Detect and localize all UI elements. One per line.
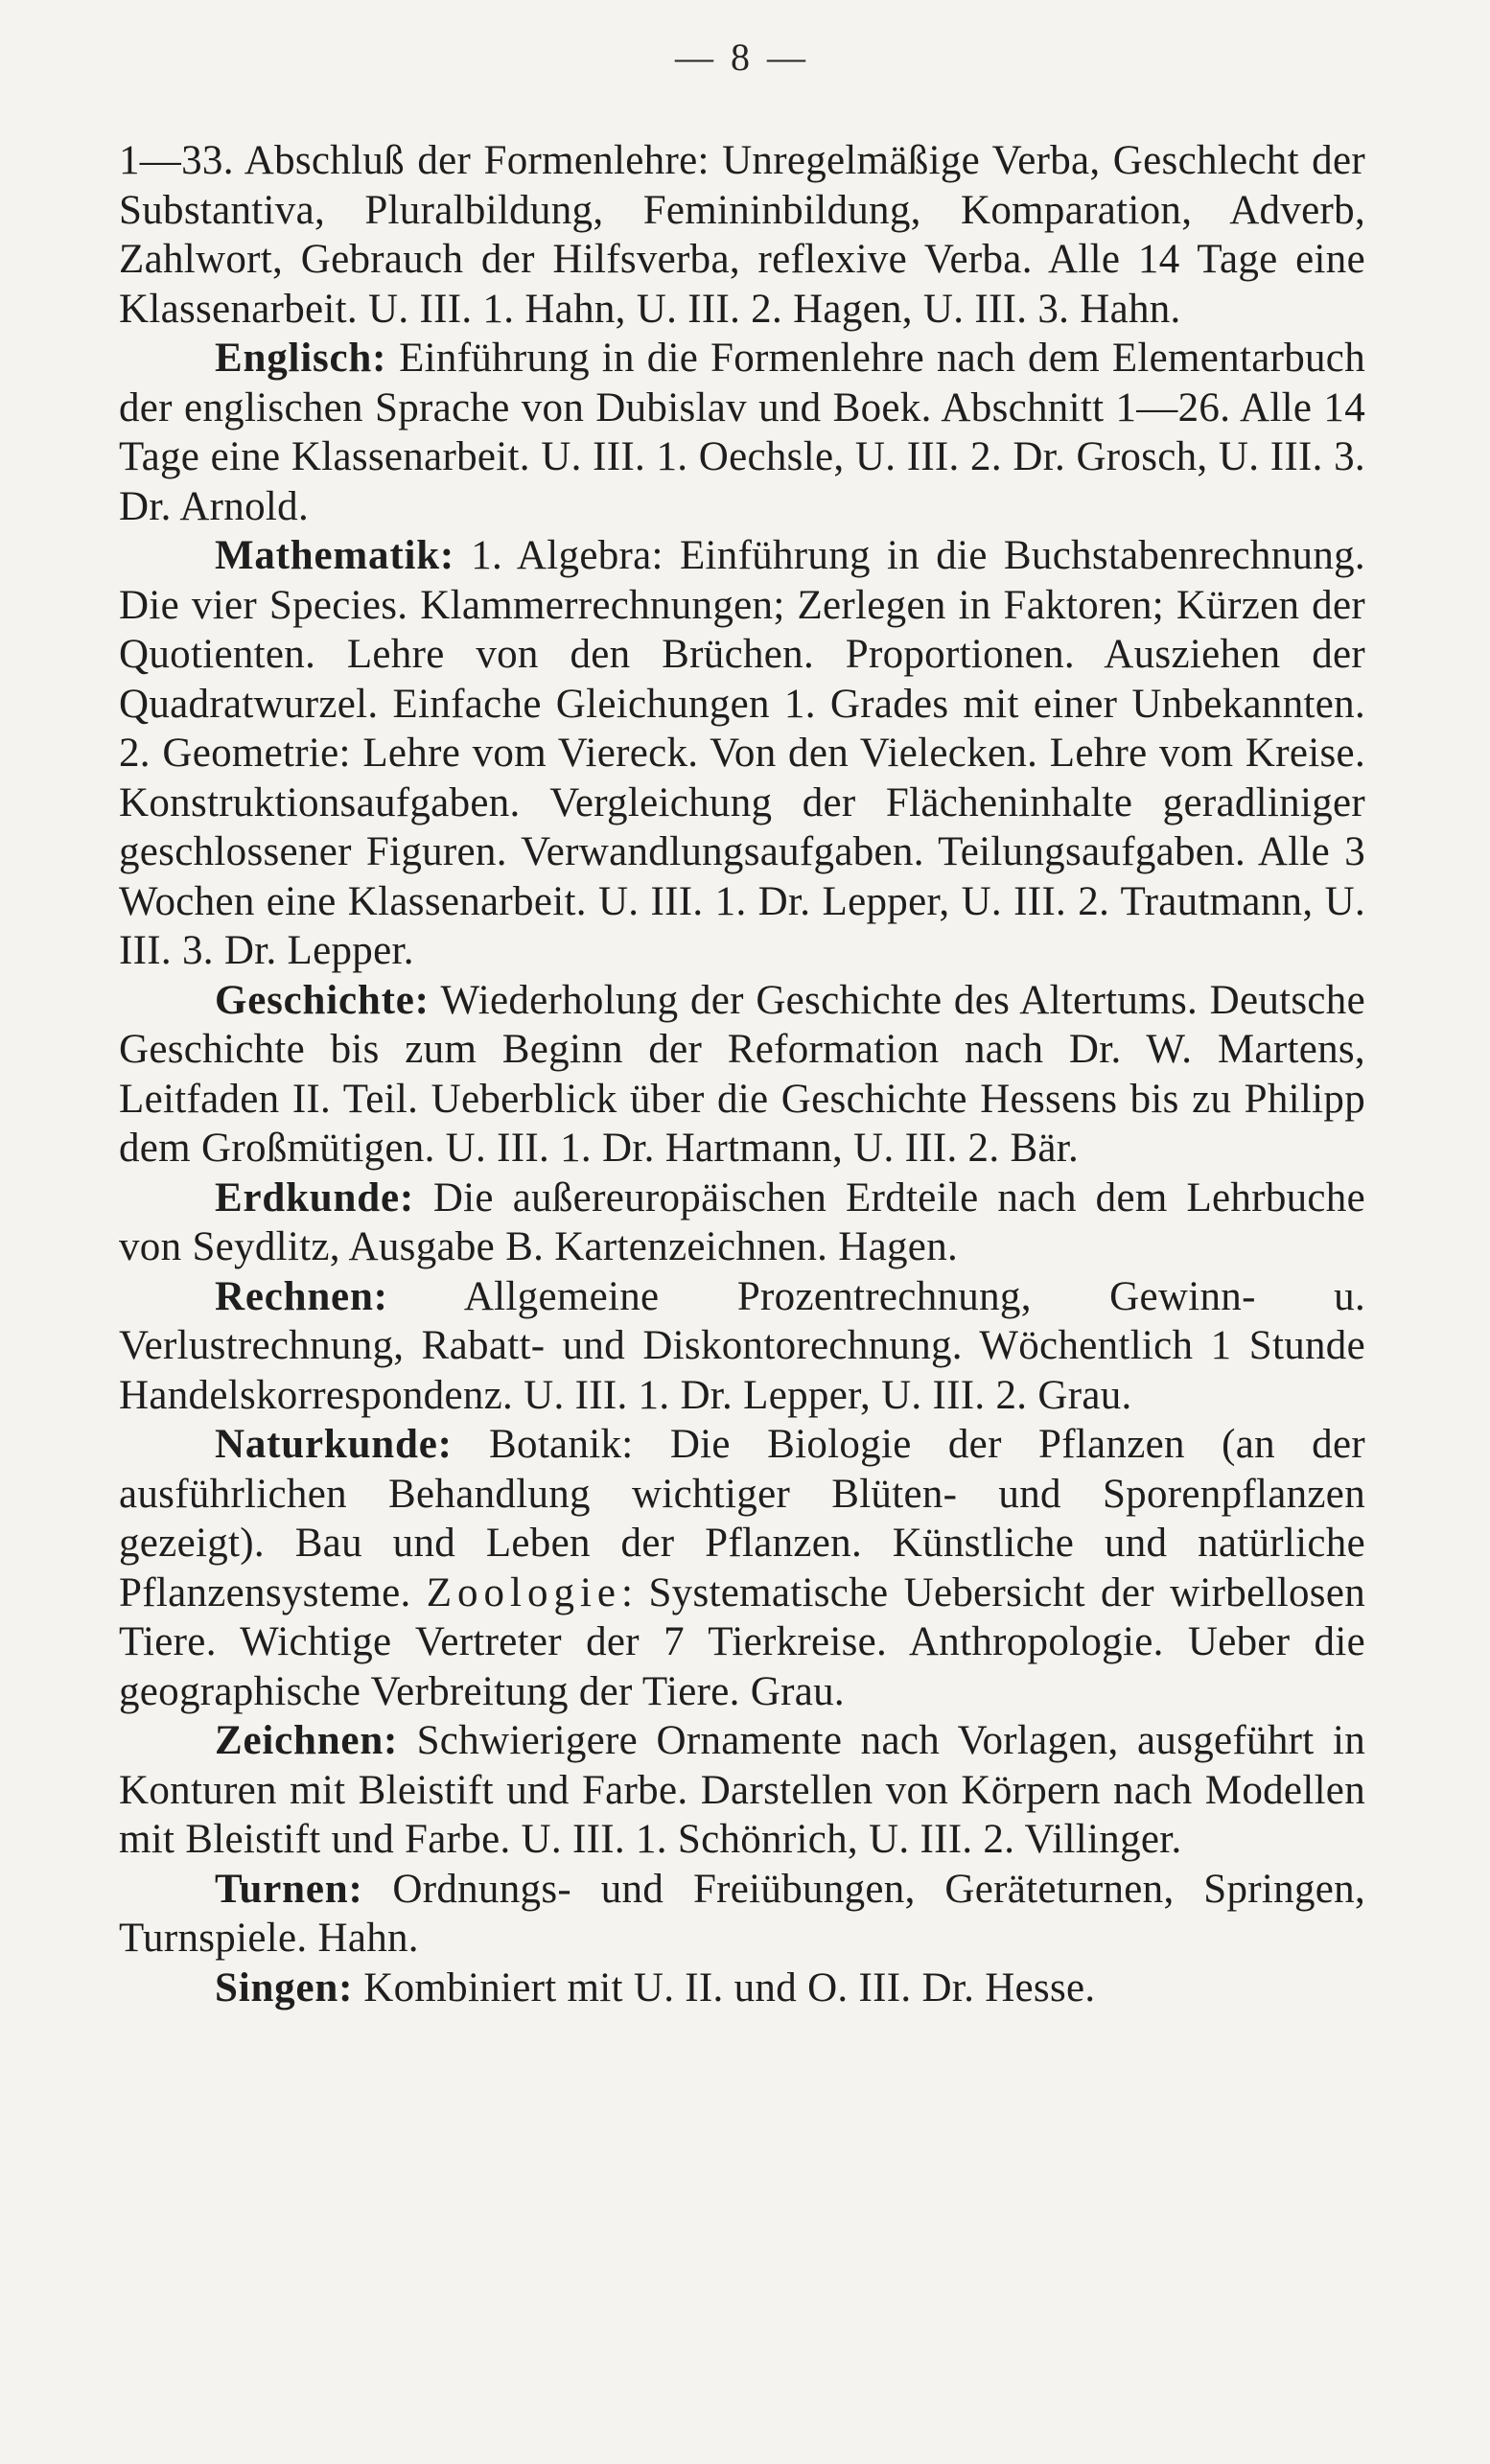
paragraph-mathematik [119, 531, 1365, 976]
paragraph-turnen [119, 1865, 1365, 1964]
paragraph-singen [119, 1964, 1365, 2013]
subject-heading: Singen: [215, 1964, 354, 2011]
paragraph-englisch [119, 334, 1365, 531]
paragraph-text: Schwierigere Ornamente nach Vorlagen, ausgeführt in Konturen mit Bleistift und Farbe. Darstellen von Körpern nach Modellen mit Bleistift und Farbe. U. III. 1. Schönrich, U. III. 2. Villinger. [119, 1718, 1365, 1862]
subject-heading: Geschichte: [215, 977, 430, 1023]
page-number: — 8 — [675, 35, 809, 79]
paragraph-formenlehre [119, 136, 1365, 334]
subject-heading: Englisch: [215, 336, 387, 381]
paragraph-text: 1—33. Abschluß der Formenlehre: Unregelmäßige Verba, Geschlecht der Substantiva, Pluralbildung, Femininbildung, Komparation, Adverb, Zahlwort, Gebrauch der Hilfsverba, reflexive Verba. Alle 14 Tage eine Klassenarbeit. U. III. 1. Hahn, U. III. 2. Hagen, U. III. 3. Hahn. [119, 138, 1365, 332]
paragraph-text: Allgemeine Prozentrechnung, Gewinn- u. Verlustrechnung, Rabatt- und Diskontorechnung. Wöchentlich 1 Stunde Handelskorrespondenz. U. III. 1. Dr. Lepper, U. III. 2. Grau. [119, 1273, 1365, 1418]
document-body [119, 136, 1365, 2012]
paragraph-text: Wiederholung der Geschichte des Altertums. Deutsche Geschichte bis zum Beginn der Reformation nach Dr. W. Martens, Leitfaden II. Teil. Ueberblick über die Geschichte Hessens bis zu Philipp dem Großmütigen. U. III. 1. Dr. Hartmann, U. III. 2. Bär. [119, 977, 1365, 1171]
paragraph-text: Die außereuropäischen Erdteile nach dem Lehrbuche von Seydlitz, Ausgabe B. Kartenzeichnen. Hagen. [119, 1174, 1365, 1269]
paragraph-text: Botanik: Die Biologie der Pflanzen (an der ausführlichen Behandlung wichtiger Blüten- und Sporenpflanzen gezeigt). Bau und Leben der Pflanzen. Künstliche und natürliche Pflanzensysteme. [119, 1422, 1365, 1616]
subject-heading: Zeichnen: [215, 1718, 399, 1763]
subject-heading: Turnen: [215, 1866, 363, 1912]
subject-heading: Rechnen: [215, 1273, 388, 1319]
subject-heading: Naturkunde: [215, 1422, 453, 1467]
paragraph-text: Ordnungs- und Freiübungen, Geräteturnen, Springen, Turnspiele. Hahn. [119, 1866, 1365, 1961]
paragraph-text: Kombiniert mit U. II. und O. III. Dr. Hesse. [353, 1964, 1096, 2011]
paragraph-geschichte [119, 976, 1365, 1174]
subject-heading: Mathematik: [215, 533, 455, 578]
paragraph-text: Einführung in die Formenlehre nach dem Elementarbuch der englischen Sprache von Dubislav und Boek. Abschnitt 1—26. Alle 14 Tage eine Klassenarbeit. U. III. 1. Oechsle, U. III. 2. Dr. Grosch, U. III. 3. Dr. Arnold. [119, 336, 1365, 529]
paragraph-rechnen [119, 1272, 1365, 1421]
paragraph-erdkunde [119, 1174, 1365, 1272]
paragraph-zeichnen [119, 1716, 1365, 1865]
paragraph-text: 1. Algebra: Einführung in die Buchstabenrechnung. Die vier Species. Klammerrechnungen; Zerlegen in Faktoren; Kürzen der Quotienten. Lehre von den Brüchen. Proportionen. Ausziehen der Quadratwurzel. Einfache Gleichungen 1. Grades mit einer Unbekannten. 2. Geometrie: Lehre vom Viereck. Von den Vielecken. Lehre vom Kreise. Konstruktionsaufgaben. Vergleichung der Flächeninhalte geradliniger geschlossener Figuren. Verwandlungsaufgaben. Teilungsaufgaben. Alle 3 Wochen eine Klassenarbeit. U. III. 1. Dr. Lepper, U. III. 2. Trautmann, U. III. 3. Dr. Lepper. [119, 533, 1365, 973]
document-page [119, 0, 1365, 2464]
paragraph-text: : Systematische Uebersicht der wirbellosen Tiere. Wichtige Vertreter der 7 Tierkreise. Anthropologie. Ueber die geographische Verbreitung der Tiere. Grau. [119, 1569, 1365, 1714]
paragraph-naturkunde [119, 1420, 1365, 1716]
spaced-word-zoologie: Zoologie [426, 1569, 621, 1616]
subject-heading: Erdkunde: [215, 1174, 414, 1220]
